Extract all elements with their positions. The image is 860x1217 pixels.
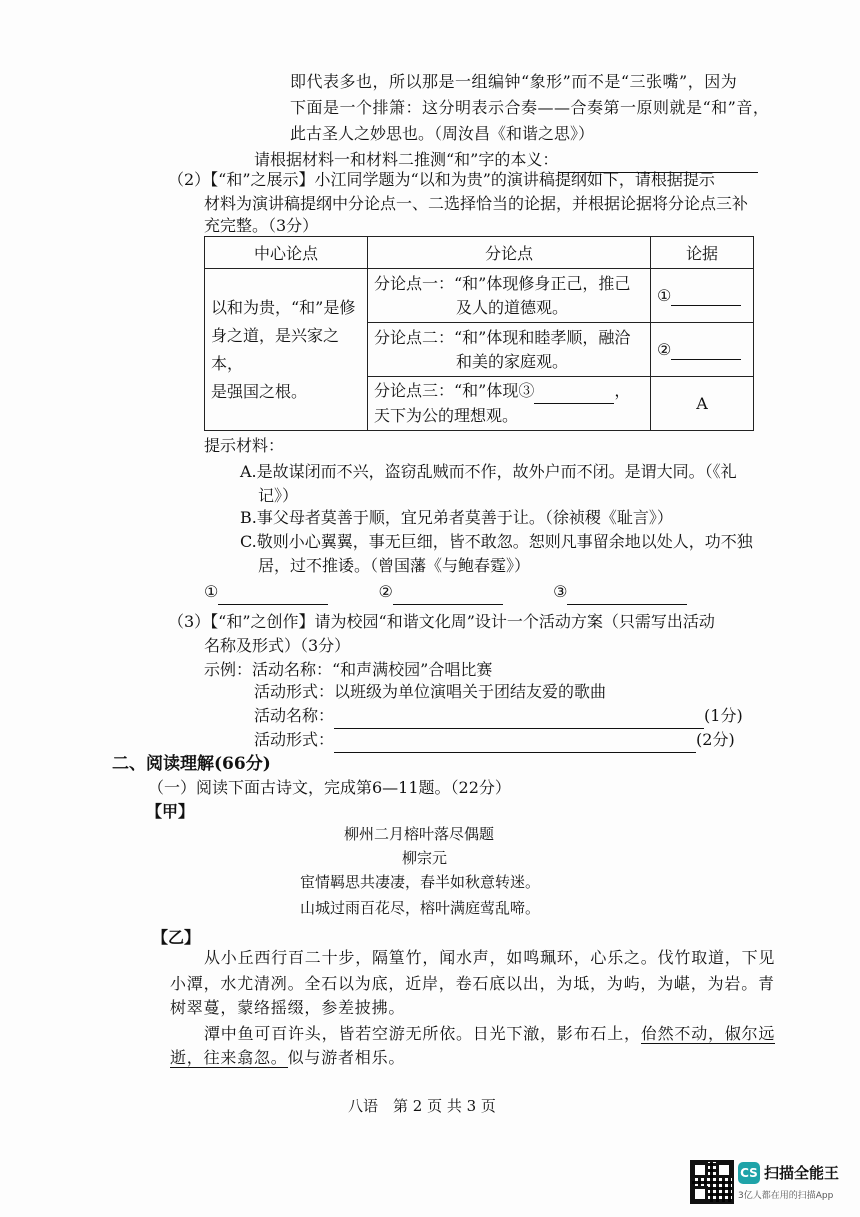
answer-1-blank[interactable]	[218, 580, 328, 605]
central-line-2: 身之道，是兴家之本，	[211, 325, 340, 373]
prose-p1-line-2: 小潭，水尤清冽。全石以为底，近岸，卷石底以出，为坻，为屿，为嵁，为岩。青	[170, 974, 775, 993]
q3-name-score: (1分)	[704, 706, 743, 725]
hint-a-line-2: 记》）	[258, 486, 299, 505]
sub3-line-a: 分论点三：“和”体现③	[374, 381, 535, 400]
prose-p1-line-3: 树翠蔓，蒙络摇缀，参差披拂。	[170, 998, 406, 1017]
material-line-1: 即代表多也，所以那是一组编钟“象形”而不是“三张嘴”，因为	[290, 72, 738, 91]
prose-p2-1b-underlined: 佁然不动，俶尔远	[640, 1024, 776, 1043]
answer-2-blank[interactable]	[393, 580, 503, 605]
hint-c-line-2: 居，过不推诿。（曾国藩《与鲍春霆》）	[258, 556, 531, 575]
material-line-3: 此古圣人之妙思也。（周汝昌《和谐之思》）	[290, 124, 595, 143]
hint-a-line-1: A.是故谋闭而不兴，盗窃乱贼而不作，故外户而不闭。是谓大同。（《礼	[240, 462, 737, 481]
prose-p2-1a: 潭中鱼可百许头，皆若空游无所依。日光下澈，影布石上，	[204, 1024, 641, 1043]
answer-3-blank[interactable]	[567, 580, 687, 605]
hint-b: B.事父母者莫善于顺，宜兄弟者莫善于让。（徐祯稷《耻言》）	[240, 508, 673, 527]
answer-2-mark: ②	[378, 582, 393, 601]
hint-c-line-1: C.敬则小心翼翼，事无巨细，皆不敢忽。恕则凡事留余地以处人，功不独	[240, 532, 753, 551]
q3-name-blank[interactable]	[334, 704, 704, 729]
q3-example-name: 示例：活动名称：“和声满校园”合唱比赛	[204, 660, 493, 679]
evidence-2	[651, 323, 754, 377]
answer-1-mark: ①	[204, 582, 219, 601]
central-argument	[205, 269, 368, 431]
q2-line-2: 材料为演讲稿提纲中分论点一、二选择恰当的论据，并根据论据将分论点三补	[204, 194, 749, 213]
sub1-line-b: 及人的道德观。	[456, 297, 569, 317]
evidence-1-blank[interactable]	[671, 286, 741, 306]
section-2-sub: （一）阅读下面古诗文，完成第6—11题。（22分）	[148, 778, 511, 797]
header-sub: 分论点	[368, 237, 651, 269]
q3-form-score: (2分)	[696, 730, 735, 749]
answer-3-mark: ③	[553, 582, 568, 601]
evidence-3: A	[651, 377, 754, 431]
evidence-1-mark: ①	[657, 285, 672, 305]
sub2-line-b: 和美的家庭观。	[456, 351, 569, 371]
q3-line-1: （3）【“和”之创作】请为校园“和谐文化周”设计一个活动方案（只需写出活动	[168, 612, 715, 631]
q3-form-blank[interactable]	[334, 728, 696, 753]
q3-form-label: 活动形式：	[254, 730, 335, 749]
page-number: 八语 第 2 页 共 3 页	[348, 1097, 496, 1115]
answer-row	[204, 580, 687, 605]
brand-name: 扫描全能王	[764, 1164, 840, 1182]
evidence-1	[651, 269, 754, 323]
prose-p2-line-1	[204, 1022, 775, 1046]
jia-marker: 【甲】	[146, 802, 195, 821]
poem-line-1: 宦情羁思共凄凄，春半如秋意转迷。	[300, 873, 541, 891]
prose-p2-line-2	[170, 1046, 405, 1070]
qr-code-icon	[690, 1160, 734, 1204]
poem-line-2: 山城过雨百花尽，榕叶满庭莺乱啼。	[300, 899, 541, 917]
material-prompt-text: 请根据材料一和材料二推测“和”字的本义：	[254, 150, 559, 169]
header-evidence: 论据	[651, 237, 754, 269]
sub-point-3: 分论点三：“和”体现③ ， 天下为公的理想观。	[368, 377, 651, 431]
prose-p2-2a-underlined: 逝，往来翕忽。	[170, 1048, 288, 1067]
hint-title: 提示材料：	[204, 436, 285, 455]
header-central: 中心论点	[205, 237, 368, 269]
sub3-line-b: 天下为公的理想观。	[374, 406, 519, 425]
q2-line-3: 充完整。（3分）	[204, 216, 319, 235]
prose-p2-2b: 似与游者相乐。	[287, 1048, 406, 1067]
camscanner-logo-icon: CS	[738, 1162, 760, 1184]
outline-table	[204, 236, 754, 431]
section-2-title: 二、阅读理解(66分)	[112, 754, 271, 774]
evidence-2-mark: ②	[657, 339, 672, 359]
poem-title: 柳州二月榕叶落尽偶题	[344, 825, 495, 843]
q3-example-form: 活动形式：以班级为单位演唱关于团结友爱的歌曲	[254, 682, 607, 701]
q2-line-1: （2）【“和”之展示】小江同学题为“以和为贵”的演讲稿提纲如下，请根据提示	[168, 170, 715, 189]
material-line-2: 下面是一个排箫：这分明表示合奏——合奏第一原则就是“和”音，	[290, 98, 770, 117]
sub3-blank[interactable]	[534, 379, 614, 404]
q3-name-row	[254, 704, 743, 729]
q3-name-label: 活动名称：	[254, 706, 335, 725]
central-line-1: 以和为贵，“和”是修	[211, 297, 356, 317]
central-line-3: 是强国之根。	[211, 381, 308, 401]
sub1-line-a: 分论点一：“和”体现修身正己，推己	[374, 273, 631, 293]
brand-tagline: 3亿人都在用的扫描App	[738, 1191, 834, 1201]
prose-p1-line-1: 从小丘西行百二十步，隔篁竹，闻水声，如鸣珮环，心乐之。伐竹取道，下见	[204, 948, 776, 967]
yi-marker: 【乙】	[152, 928, 201, 947]
q3-form-row	[254, 728, 735, 753]
sub-point-1	[368, 269, 651, 323]
q3-line-2: 名称及形式）（3分）	[204, 636, 351, 655]
poem-author: 柳宗元	[402, 849, 448, 867]
sub2-line-a: 分论点二：“和”体现和睦孝顺，融洽	[374, 327, 631, 347]
sub-point-2	[368, 323, 651, 377]
evidence-2-blank[interactable]	[671, 340, 741, 360]
